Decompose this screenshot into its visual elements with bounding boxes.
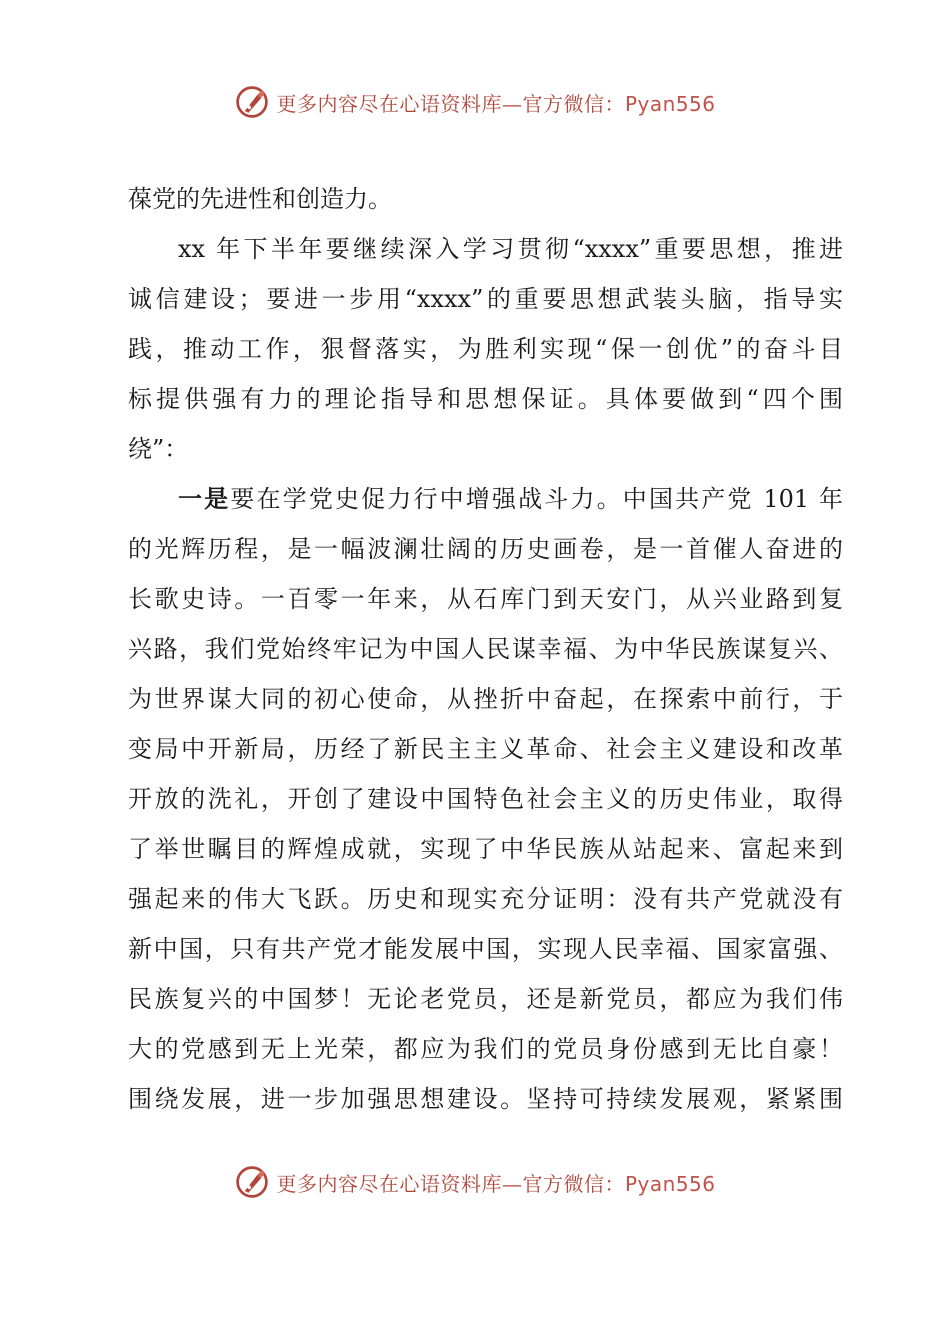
paragraph-line: 大的党感到无上光荣，都应为我们的党员身份感到无比自豪！ [128, 1035, 843, 1063]
paragraph-line: 诚信建设；要进一步用“xxxx”的重要思想武装头脑，指导实 [128, 285, 843, 313]
footer-banner-text: 更多内容尽在心语资料库—官方微信：Pyan556 [276, 1171, 716, 1196]
paragraph-line: 长歌史诗。一百零一年来，从石库门到天安门，从兴业路到复 [128, 585, 843, 613]
paragraph-line: 了举世瞩目的辉煌成就，实现了中华民族从站起来、富起来到 [128, 835, 843, 863]
paragraph-lead: 一是 [178, 484, 231, 513]
paragraph-first-line [128, 474, 843, 524]
paragraph-line: 标提供强有力的理论指导和思想保证。具体要做到“四个围 [128, 385, 843, 413]
document-body [128, 174, 843, 1124]
paragraph-line: 强起来的伟大飞跃。历史和现实充分证明：没有共产党就没有 [128, 885, 843, 913]
pen-logo-icon [234, 1164, 270, 1200]
paragraph-line: xx 年下半年要继续深入学习贯彻“xxxx”重要思想，推进 [178, 235, 843, 263]
paragraph-line: 开放的洗礼，开创了建设中国特色社会主义的历史伟业，取得 [128, 785, 843, 813]
header-banner [0, 82, 950, 122]
footer-banner [0, 1162, 950, 1202]
header-banner-text: 更多内容尽在心语资料库—官方微信：Pyan556 [276, 91, 716, 116]
paragraph-line: 为世界谋大同的初心使命，从挫折中奋起，在探索中前行，于 [128, 685, 843, 713]
header-wechat-id: Pyan556 [624, 91, 716, 116]
paragraph-line: 兴路，我们党始终牢记为中国人民谋幸福、为中华民族谋复兴、 [128, 635, 843, 663]
paragraph-line: 绕”： [128, 435, 189, 463]
paragraph-line: 践，推动工作，狠督落实，为胜利实现“保一创优”的奋斗目 [128, 335, 843, 363]
paragraph-line: 民族复兴的中国梦！无论老党员，还是新党员，都应为我们伟 [128, 985, 843, 1013]
paragraph-line: 的光辉历程，是一幅波澜壮阔的历史画卷，是一首催人奋进的 [128, 535, 843, 563]
paragraph-first-line-text: 要在学党史促力行中增强战斗力。中国共产党 101 年 [230, 485, 843, 513]
pen-logo-icon [234, 84, 270, 120]
paragraph-line: 围绕发展，进一步加强思想建设。坚持可持续发展观，紧紧围 [128, 1085, 843, 1113]
paragraph-line: 葆党的先进性和创造力。 [128, 185, 392, 213]
paragraph-line: 变局中开新局，历经了新民主主义革命、社会主义建设和改革 [128, 735, 843, 763]
footer-wechat-id: Pyan556 [624, 1171, 716, 1196]
paragraph-line: 新中国，只有共产党才能发展中国，实现人民幸福、国家富强、 [128, 935, 843, 963]
